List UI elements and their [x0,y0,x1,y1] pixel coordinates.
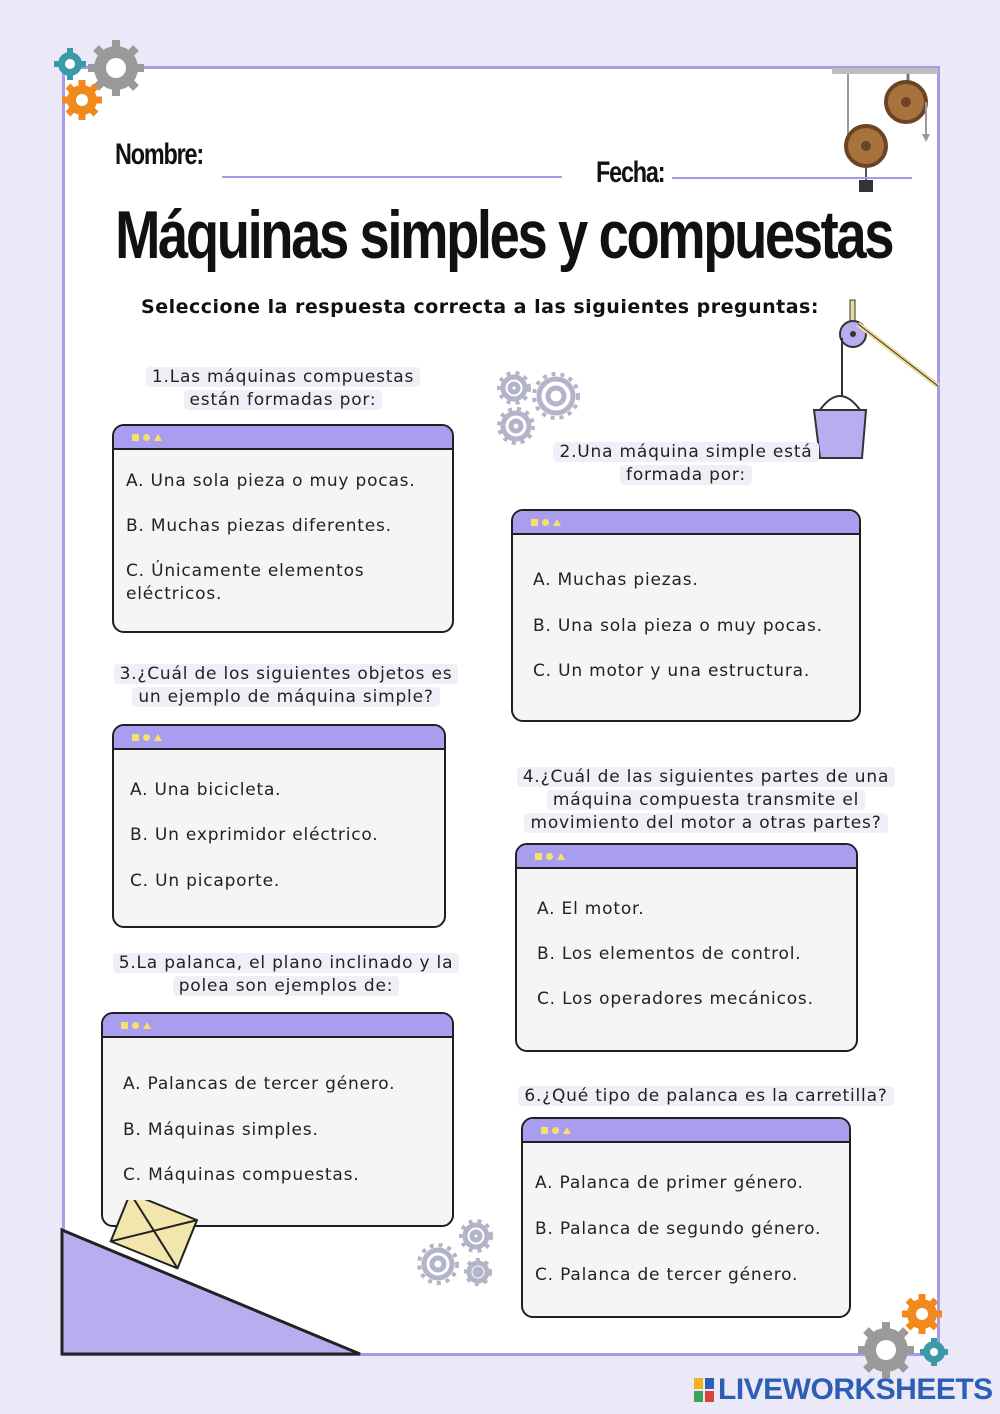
option-1c-cont[interactable]: eléctricos. [126,584,223,604]
gears-middle-icon [494,368,586,448]
question-2-line2: formada por: [620,465,752,485]
option-2a[interactable]: A. Muchas piezas. [533,570,699,590]
option-5c[interactable]: C. Máquinas compuestas. [123,1165,360,1185]
question-5-line2: polea son ejemplos de: [173,976,400,996]
name-line[interactable] [222,176,562,178]
option-5a[interactable]: A. Palancas de tercer género. [123,1074,396,1094]
box-header-bar [114,426,452,450]
answer-box-4[interactable] [515,843,858,1052]
option-1b[interactable]: B. Muchas piezas diferentes. [126,516,392,536]
page-title: Máquinas simples y compuestas [115,197,893,273]
answer-box-6[interactable] [521,1117,851,1318]
option-4c[interactable]: C. Los operadores mecánicos. [537,989,814,1009]
option-3b[interactable]: B. Un exprimidor eléctrico. [130,825,379,845]
option-6c[interactable]: C. Palanca de tercer género. [535,1265,799,1285]
question-1-line2: están formadas por: [184,390,383,410]
box-header-bar [114,726,444,750]
option-3a[interactable]: A. Una bicicleta. [130,780,282,800]
box-header-bar [103,1014,452,1038]
inclined-plane-icon [60,1200,370,1360]
question-3-line2: un ejemplo de máquina simple? [132,687,439,707]
question-5 [100,952,472,998]
answer-box-1[interactable] [112,424,454,633]
answer-box-2[interactable] [511,509,861,722]
option-4a[interactable]: A. El motor. [537,899,645,919]
question-6 [500,1085,912,1108]
date-line[interactable] [672,177,912,179]
option-2c[interactable]: C. Un motor y una estructura. [533,661,811,681]
brand-logo[interactable] [694,1373,993,1407]
question-4-line3: movimiento del motor a otras partes? [524,813,887,833]
name-label: Nombre: [115,138,204,171]
option-4b[interactable]: B. Los elementos de control. [537,944,802,964]
box-header-bar [523,1119,849,1143]
question-4 [500,766,912,835]
option-6b[interactable]: B. Palanca de segundo género. [535,1219,822,1239]
answer-box-5[interactable] [101,1012,454,1227]
question-6-line1: 6.¿Qué tipo de palanca es la carretilla? [518,1086,893,1106]
question-4-line1: 4.¿Cuál de las siguientes partes de una [517,767,895,787]
question-2-line1: 2.Una máquina simple está [553,442,818,462]
instructions: Seleccione la respuesta correcta a las siguientes preguntas: [141,296,819,318]
gears-bottom-icon [414,1216,496,1290]
box-header-bar [517,845,856,869]
question-4-line2: máquina compuesta transmite el [547,790,865,810]
gears-bottom-right-icon [852,1292,952,1382]
question-1 [112,366,454,412]
option-1c[interactable]: C. Únicamente elementos [126,561,365,581]
option-6a[interactable]: A. Palanca de primer género. [535,1173,804,1193]
gears-top-left-icon [50,38,150,128]
option-3c[interactable]: C. Un picaporte. [130,871,281,891]
option-1a[interactable]: A. Una sola pieza o muy pocas. [126,471,416,491]
option-5b[interactable]: B. Máquinas simples. [123,1120,319,1140]
question-5-line1: 5.La palanca, el plano inclinado y la [113,953,460,973]
box-header-bar [513,511,859,535]
question-3-line1: 3.¿Cuál de los siguientes objetos es [114,664,459,684]
liveworksheets-logo-icon [694,1378,714,1402]
option-2b[interactable]: B. Una sola pieza o muy pocas. [533,616,823,636]
question-3 [100,663,472,709]
question-1-line1: 1.Las máquinas compuestas [146,367,420,387]
question-2 [511,441,861,487]
brand-text: LIVEWORKSHEETS [718,1373,993,1406]
date-label: Fecha: [596,156,665,189]
bucket-pulley-icon [808,298,942,462]
answer-box-3[interactable] [112,724,446,928]
